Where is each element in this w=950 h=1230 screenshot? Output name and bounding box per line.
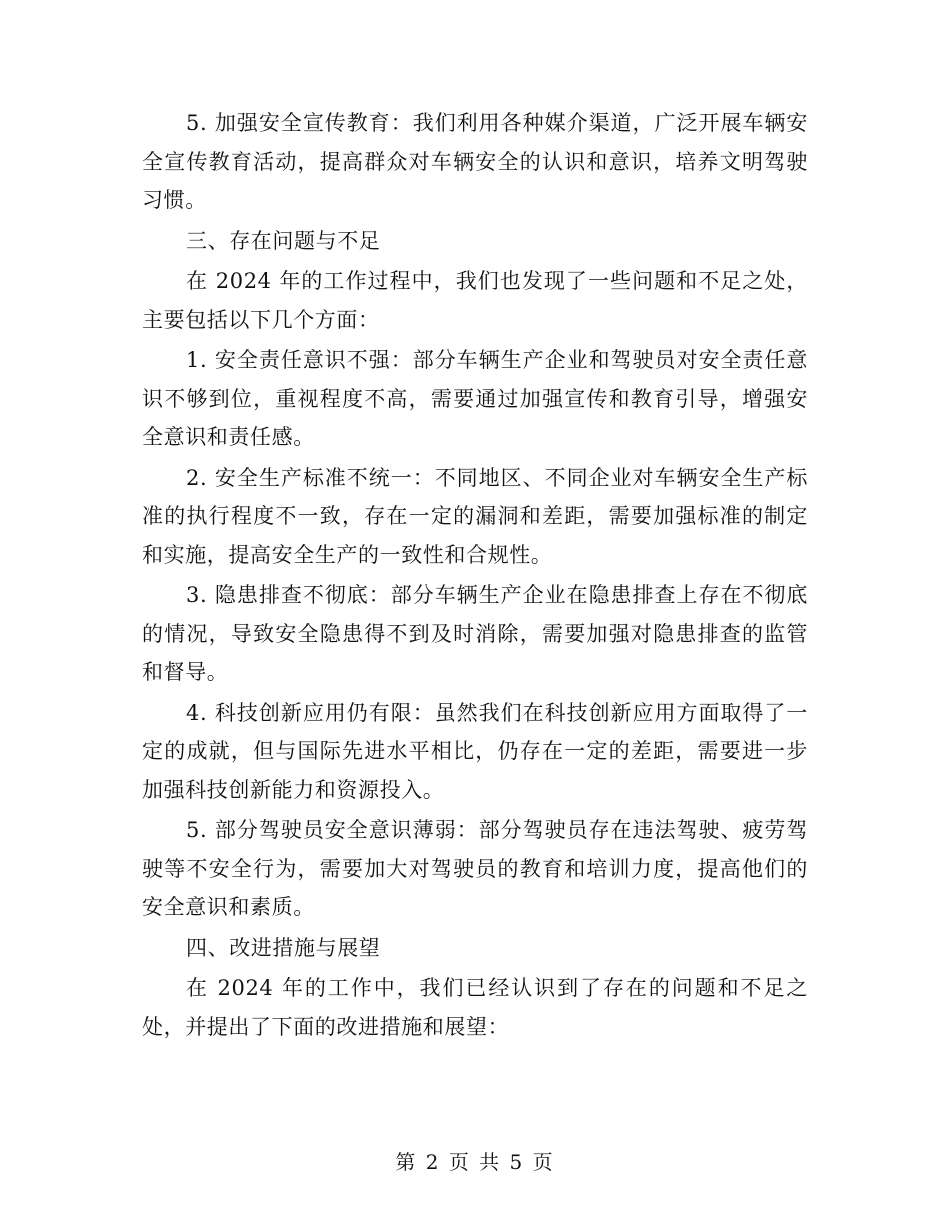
paragraph-problem-2: 2. 安全生产标准不统一：不同地区、不同企业对车辆安全生产标准的执行程度不一致，存在一定的漏洞和差距，需要加强标准的制定和实施，提高安全生产的一致性和合规性。	[142, 465, 808, 567]
paragraph-safety-education: 5. 加强安全宣传教育：我们利用各种媒介渠道，广泛开展车辆安全宣传教育活动，提高群众对车辆安全的认识和意识，培养文明驾驶习惯。	[142, 111, 808, 212]
paragraph-problem-5: 5. 部分驾驶员安全意识薄弱：部分驾驶员存在违法驾驶、疲劳驾驶等不安全行为，需要加大对驾驶员的教育和培训力度，提高他们的安全意识和素质。	[142, 818, 808, 919]
paragraph-problems-intro: 在 2024 年的工作过程中，我们也发现了一些问题和不足之处，主要包括以下几个方面：	[142, 269, 808, 332]
section-heading-problems: 三、存在问题与不足	[186, 228, 381, 253]
paragraph-improvements-intro: 在 2024 年的工作中，我们已经认识到了存在的问题和不足之处，并提出了下面的改进措施和展望：	[142, 976, 808, 1039]
section-heading-improvements: 四、改进措施与展望	[186, 935, 381, 960]
paragraph-problem-3: 3. 隐患排查不彻底：部分车辆生产企业在隐患排查上存在不彻底的情况，导致安全隐患得不到及时消除，需要加强对隐患排查的监管和督导。	[142, 583, 808, 684]
document-body	[142, 104, 808, 1048]
page-number-footer: 第 2 页 共 5 页	[395, 1150, 555, 1174]
paragraph-problem-1: 1. 安全责任意识不强：部分车辆生产企业和驾驶员对安全责任意识不够到位，重视程度不高，需要通过加强宣传和教育引导，增强安全意识和责任感。	[142, 348, 808, 449]
paragraph-problem-4: 4. 科技创新应用仍有限：虽然我们在科技创新应用方面取得了一定的成就，但与国际先进水平相比，仍存在一定的差距，需要进一步加强科技创新能力和资源投入。	[142, 700, 808, 802]
